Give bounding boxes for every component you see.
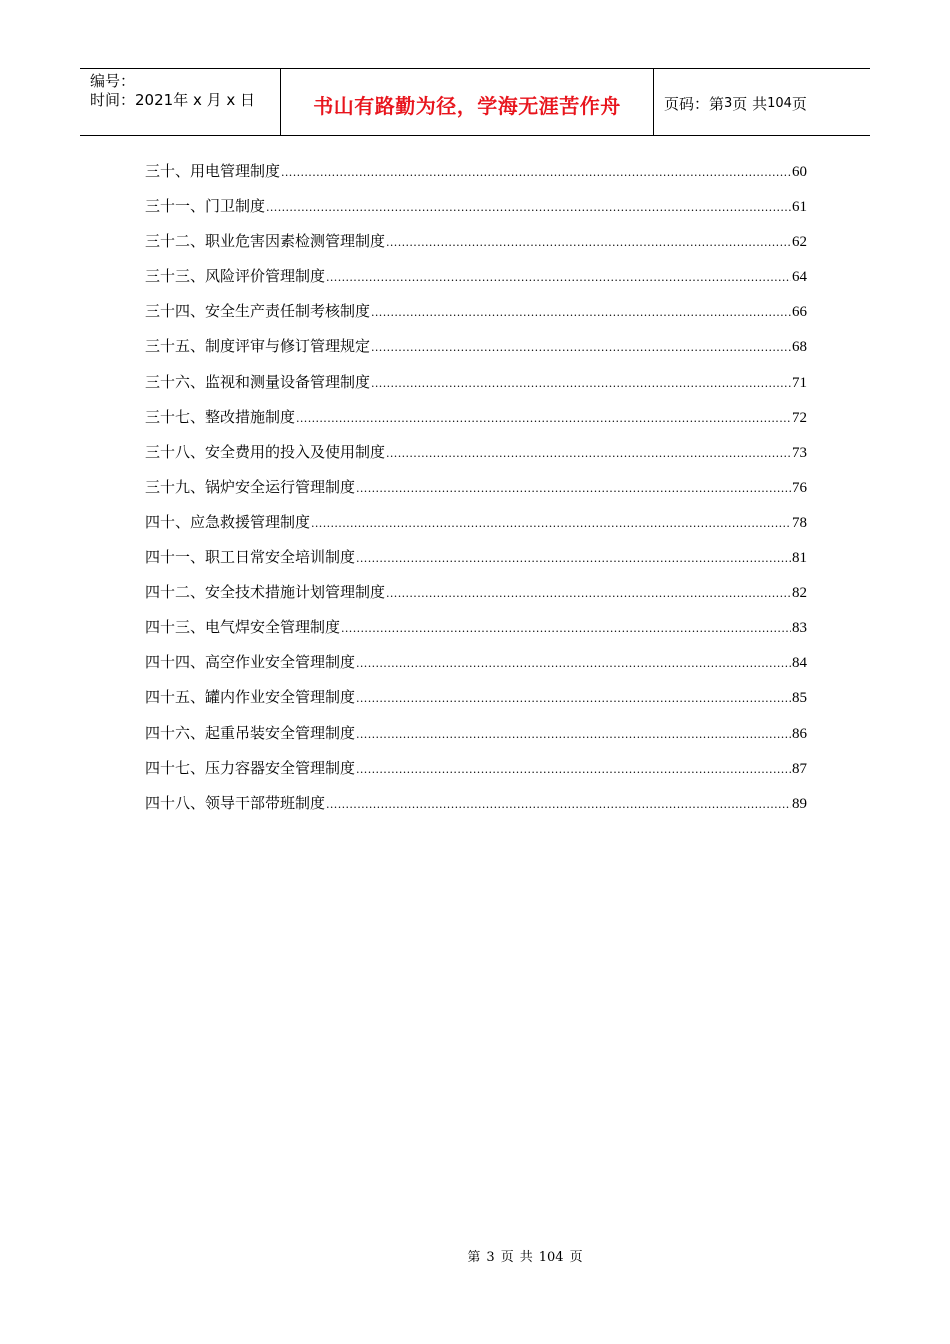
toc-entry[interactable] (145, 511, 807, 546)
toc-entry[interactable] (145, 476, 807, 511)
toc-entry-page: 86 (792, 725, 807, 742)
toc-entry[interactable] (145, 265, 807, 300)
document-number (90, 72, 280, 91)
page-header (80, 68, 870, 136)
toc-entry[interactable] (145, 300, 807, 335)
number-label: 编号： (90, 72, 136, 90)
toc-entry-page: 72 (792, 409, 807, 426)
toc-entry[interactable] (145, 546, 807, 581)
toc-entry-title: 四十二、安全技术措施计划管理制度 (145, 583, 386, 602)
footer-total-pages: 104 (538, 1250, 564, 1265)
page-mid: 页 共 (732, 94, 768, 113)
toc-entry-page: 61 (792, 199, 807, 216)
toc-entry-title: 三十一、门卫制度 (145, 197, 266, 216)
page-end: 页 (791, 94, 807, 113)
toc-leader-dots (371, 341, 791, 354)
toc-entry-page: 60 (792, 164, 807, 180)
page-footer (0, 1246, 950, 1265)
footer-current-page: 3 (486, 1250, 495, 1265)
toc-entry-title: 四十七、压力容器安全管理制度 (145, 758, 356, 777)
toc-entry-page: 62 (792, 234, 807, 251)
document-time (90, 91, 280, 110)
toc-entry[interactable] (145, 616, 807, 651)
toc-entry-title: 四十、应急救援管理制度 (145, 512, 311, 531)
toc-entry-title: 三十六、监视和测量设备管理制度 (145, 372, 371, 391)
toc-entry-title: 四十五、罐内作业安全管理制度 (145, 688, 356, 707)
toc-entry-title: 四十三、电气焊安全管理制度 (145, 618, 341, 637)
toc-leader-dots (311, 517, 791, 530)
toc-entry-title: 三十二、职业危害因素检测管理制度 (145, 232, 386, 251)
page-total: 104 (767, 95, 792, 111)
toc-entry-page: 82 (792, 585, 807, 602)
time-rest: 年 x 月 x 日 (173, 91, 256, 109)
toc-entry[interactable] (145, 160, 807, 195)
toc-entry[interactable] (145, 335, 807, 370)
toc-entry-title: 三十五、制度评审与修订管理规定 (145, 337, 371, 356)
toc-entry-page: 89 (792, 795, 807, 812)
toc-leader-dots (386, 447, 791, 460)
toc-leader-dots (356, 552, 791, 565)
toc-entry-title: 四十一、职工日常安全培训制度 (145, 548, 356, 567)
toc-entry[interactable] (145, 581, 807, 616)
toc-entry[interactable] (145, 441, 807, 476)
toc-entry[interactable] (145, 195, 807, 230)
toc-leader-dots (296, 412, 791, 425)
toc-leader-dots (341, 622, 791, 635)
toc-entry[interactable] (145, 371, 807, 406)
toc-leader-dots (386, 587, 791, 600)
footer-suffix: 页 (569, 1250, 583, 1265)
toc-entry-page: 81 (792, 550, 807, 567)
toc-leader-dots (356, 657, 791, 670)
toc-entry-page: 85 (792, 690, 807, 707)
toc-entry-title: 三十七、整改措施制度 (145, 407, 296, 426)
footer-page-word: 页 (500, 1250, 514, 1265)
toc-entry-title: 三十四、安全生产责任制考核制度 (145, 302, 371, 321)
toc-entry-title: 四十四、高空作业安全管理制度 (145, 653, 356, 672)
toc-entry[interactable] (145, 651, 807, 686)
toc-entry-title: 四十八、领导干部带班制度 (145, 793, 326, 812)
toc-entry-page: 73 (792, 444, 807, 461)
toc-entry-title: 四十六、起重吊装安全管理制度 (145, 723, 356, 742)
toc-entry[interactable] (145, 686, 807, 721)
footer-prefix: 第 (467, 1250, 481, 1265)
header-meta (80, 69, 281, 135)
toc-entry-title: 三十、用电管理制度 (145, 162, 281, 180)
toc-entry-page: 78 (792, 514, 807, 531)
page-label: 页码：第 (664, 94, 725, 113)
toc-entry-page: 83 (792, 620, 807, 637)
toc-leader-dots (326, 271, 791, 284)
toc-leader-dots (356, 728, 791, 741)
time-label: 时间： (90, 91, 136, 109)
toc-leader-dots (356, 692, 791, 705)
header-page-info (654, 69, 870, 135)
toc-leader-dots (326, 798, 791, 811)
toc-leader-dots (371, 377, 791, 390)
footer-total-word: 共 (519, 1250, 533, 1265)
toc-leader-dots (281, 166, 791, 179)
toc-entry-title: 三十九、锅炉安全运行管理制度 (145, 477, 356, 496)
toc-entry-title: 三十八、安全费用的投入及使用制度 (145, 442, 386, 461)
toc-entry-page: 87 (792, 760, 807, 777)
toc-entry-page: 66 (792, 304, 807, 321)
toc-entry-page: 76 (792, 479, 807, 496)
toc-entry-page: 84 (792, 655, 807, 672)
toc-entry[interactable] (145, 792, 807, 827)
toc-entry[interactable] (145, 757, 807, 792)
toc-entry[interactable] (145, 722, 807, 757)
table-of-contents (145, 160, 807, 827)
header-motto: 书山有路勤为径，学海无涯苦作舟 (281, 69, 654, 135)
toc-leader-dots (356, 482, 791, 495)
time-year: 2021 (135, 91, 174, 109)
toc-entry-page: 68 (792, 339, 807, 356)
toc-entry-page: 64 (792, 269, 807, 286)
toc-leader-dots (356, 763, 791, 776)
toc-entry[interactable] (145, 406, 807, 441)
toc-leader-dots (266, 201, 791, 214)
toc-entry-title: 三十三、风险评价管理制度 (145, 267, 326, 286)
page-current: 3 (724, 95, 733, 111)
toc-leader-dots (371, 306, 791, 319)
toc-entry-page: 71 (792, 374, 807, 391)
toc-leader-dots (386, 236, 791, 249)
toc-entry[interactable] (145, 230, 807, 265)
